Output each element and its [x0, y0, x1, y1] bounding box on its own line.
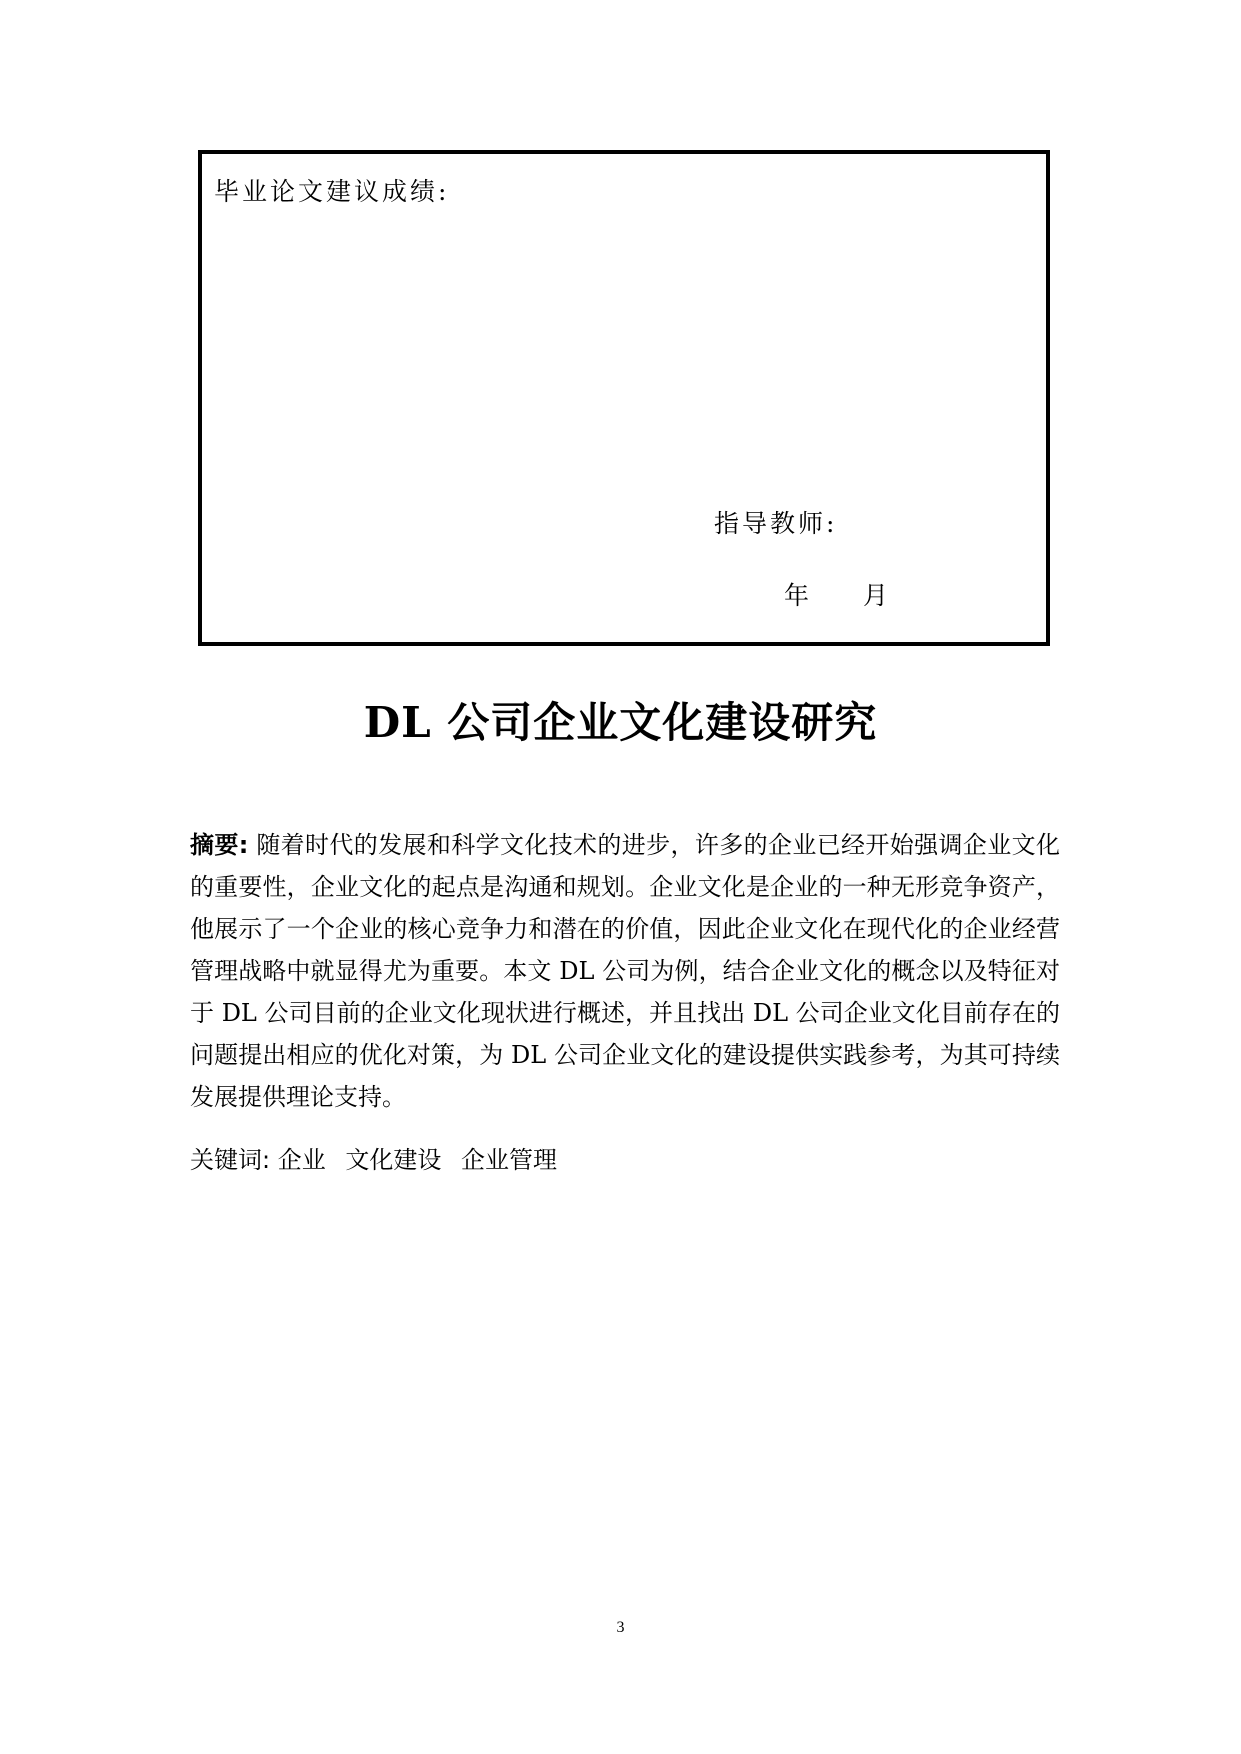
keyword-item: 文化建设 — [345, 1146, 442, 1174]
date-line — [784, 576, 888, 612]
grade-label: 毕业论文建议成绩: — [214, 177, 450, 206]
month-label: 月 — [862, 581, 888, 610]
keywords-label: 关键词: — [190, 1146, 271, 1174]
abstract-paragraph — [190, 824, 1060, 1118]
abstract-text: 随着时代的发展和科学文化技术的进步，许多的企业已经开始强调企业文化的重要性，企业文化的起点是沟通和规划。企业文化是企业的一种无形竞争资产，他展示了一个企业的核心竞争力和潜在的价值，因此企业文化在现代化的企业经营管理战略中就显得尤为重要。本文 DL 公司为例，结合企业文化的概念以及特征对于 DL 公司目前的企业文化现状进行概述，并且找出 DL 公司企业文化目前存在的问题提出相应的优化对策，为 DL 公司企业文化的建设提供实践参考，为其可持续发展提供理论支持。 — [190, 831, 1060, 1111]
page-title: DL 公司企业文化建设研究 — [363, 698, 878, 747]
keyword-item: 企业 — [277, 1146, 326, 1174]
page-number: 3 — [616, 1619, 625, 1636]
keyword-item: 企业管理 — [461, 1146, 558, 1174]
grade-box — [198, 150, 1050, 646]
keywords-line — [190, 1140, 1060, 1180]
abstract-label: 摘要: — [190, 831, 249, 859]
advisor-label: 指导教师: — [714, 509, 838, 538]
year-label: 年 — [784, 581, 810, 610]
